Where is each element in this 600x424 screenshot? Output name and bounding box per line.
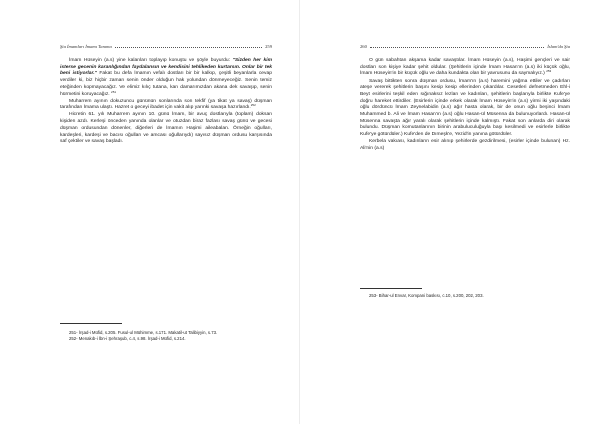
right-p1-text: O gün sabahtan akşama kadar savaştılar. İmam Hüseyin (a.s), Haşimi gençleri ve sair dostları son kişiye kadar şehit oldular. (Şehitlerin içinde İmam Hasan'ın (a.s) iki küçük oğlu, İmam Hüseyin'in bir küçük oğlu ve daha kundakta olan bir yavrusunu da saymalıyız.) [360, 58, 570, 77]
left-p3-text: Hicretin 61. yılı Muharrem ayının 10. günü İmam, bir avuç dostlarıyla (toplam) doksan kişiden azdı. Kerleşi önceden yanında olanlar ve otuzdan biraz fazlası savaş günü ve gecesi düşman ordusundan dönenler, diğerleri de İmamın Haşimi aileabalan. Örneğin oğulları, kardeşleri, kardeşi ve bacısı oğulları ve amcası oğullarıydı) sayısız düşman ordusu karşısında saf çektiler ve savaş başladı. [60, 112, 272, 145]
footnote-ref-252: 252 [250, 103, 256, 108]
left-p1-text: İmam Hüseyin (a.s) yine kalanları toplayıp konuştu ve şöyle buyurdu: [69, 58, 233, 63]
footnote-251: 251- İrşad-i Müfid, s.205. Fusul-ul Mühimme, s.171. Makatil-ut Talibiyyin, s.73. [69, 330, 218, 335]
left-running-head [60, 44, 272, 49]
left-paragraph-3 [60, 112, 272, 146]
right-page-number: 260 [360, 44, 367, 49]
left-paragraph-1 [60, 58, 272, 98]
right-running-head-leader [370, 44, 544, 48]
left-p2-text: Muharrem ayının dokuzuncu gününün sonlarında son tekfif (ya tikat ya savaş) düşman tarafından İmama ulaştı. Hazret o geceyi ibadet için vakit alıp yarınki savaşa hazırlandı. [60, 98, 272, 111]
left-p1-text-cont: Fakat bu defa İmamın vefalı dostları bir bir kalkıp, çeşitli beyanlarla cevap verdiler ki, biz hiçbir zaman senin önder olduğun hak yolundan dönmeyeceğiz. Senin temiz eteğinden kopmayacağız. Ve elimiz kılıç tutana, kan damarımızdan akana dek savaşıp, senin hürmetini koruyacağız. [60, 71, 272, 97]
right-paragraph-3 [360, 139, 570, 152]
footnote-ref-253: 253 [546, 69, 552, 74]
right-running-head [360, 44, 570, 49]
footnote-253: 253- Bihar-ul Envar, Kompani baskısı, c.10, s.200, 202, 203. [369, 293, 484, 298]
left-p1-quote: "Sizden her kim isterse gecenin karanlığından faydalansın ve kendisini tehlikeden kurtarsın. Onlar bir tek beni istiyorlar." [60, 58, 272, 77]
left-footnote-rule [60, 323, 122, 324]
right-paragraph-1 [360, 58, 570, 78]
left-body-text [60, 58, 272, 146]
left-footnotes [60, 330, 272, 342]
left-running-head-title: Şia İmamları İmamı Tanıma [60, 44, 112, 49]
left-page-number: 259 [265, 44, 272, 49]
right-running-head-title: İslam'da Şia [547, 44, 570, 49]
right-page [300, 0, 600, 424]
right-body-text [360, 58, 570, 153]
right-p3-text: Kerbela vakıası, kadınların esir alınıp şehirlerde gezdirilmesi, (esirler içinde bulunan) Hz. Ali'nin (a.s) [360, 139, 570, 151]
left-running-head-leader [115, 44, 262, 48]
right-footnotes [360, 293, 570, 299]
right-paragraph-2 [360, 79, 570, 139]
footnote-252: 252- Menakıb-i İbn-i Şehraşub, c.4, s.98. İrşad-i Müfid, s.214. [69, 335, 186, 341]
right-footnote-rule [360, 288, 422, 289]
left-paragraph-2 [60, 99, 272, 112]
right-p2-text: Savaş bittikten sonra düşman ordusu, İmam'ın (a.s) haremini yağma ettiler ve çadırları ateşe vererek şehitlerin başını kesip kesip ellerinden çıkardılar. Cesetleri defnetmeden Ehl-i Beyt esirlerini teşkil eden sığınaksız lezlan ve kadınları, şehitlerin başlarıyla birlikte Kufe'ye doğru hareket ettirdiler. (Esirlerin içinde erkek olarak İmam Hüseyin'in (a.s) yirmi iki yaşındaki oğlu dördüncü İmam Zeynelabidin (a.s) ağır hasta olarak, bir de onun oğlu beşinci İmam Muhammed b. Ali ve İmam Hasan'ın (a.s) oğlu Hasan-ül Müsenna da bulunuyorlardı. Hasan-ül Müsenna savaşta ağır yaralı olarak şehitlerin içinde kalmıştı. Fakat son anlarda diri olarak bulundu. Düşman komutanlarının birinin arabuluculuğuyla başı kesilmedi ve esirlerle birlikte Kufe'ye götürdüler.) Kufe'den de Dımeşk'e, Yezid'in yanına götürdüler. [360, 78, 570, 138]
footnote-ref-251: 251 [111, 89, 117, 94]
